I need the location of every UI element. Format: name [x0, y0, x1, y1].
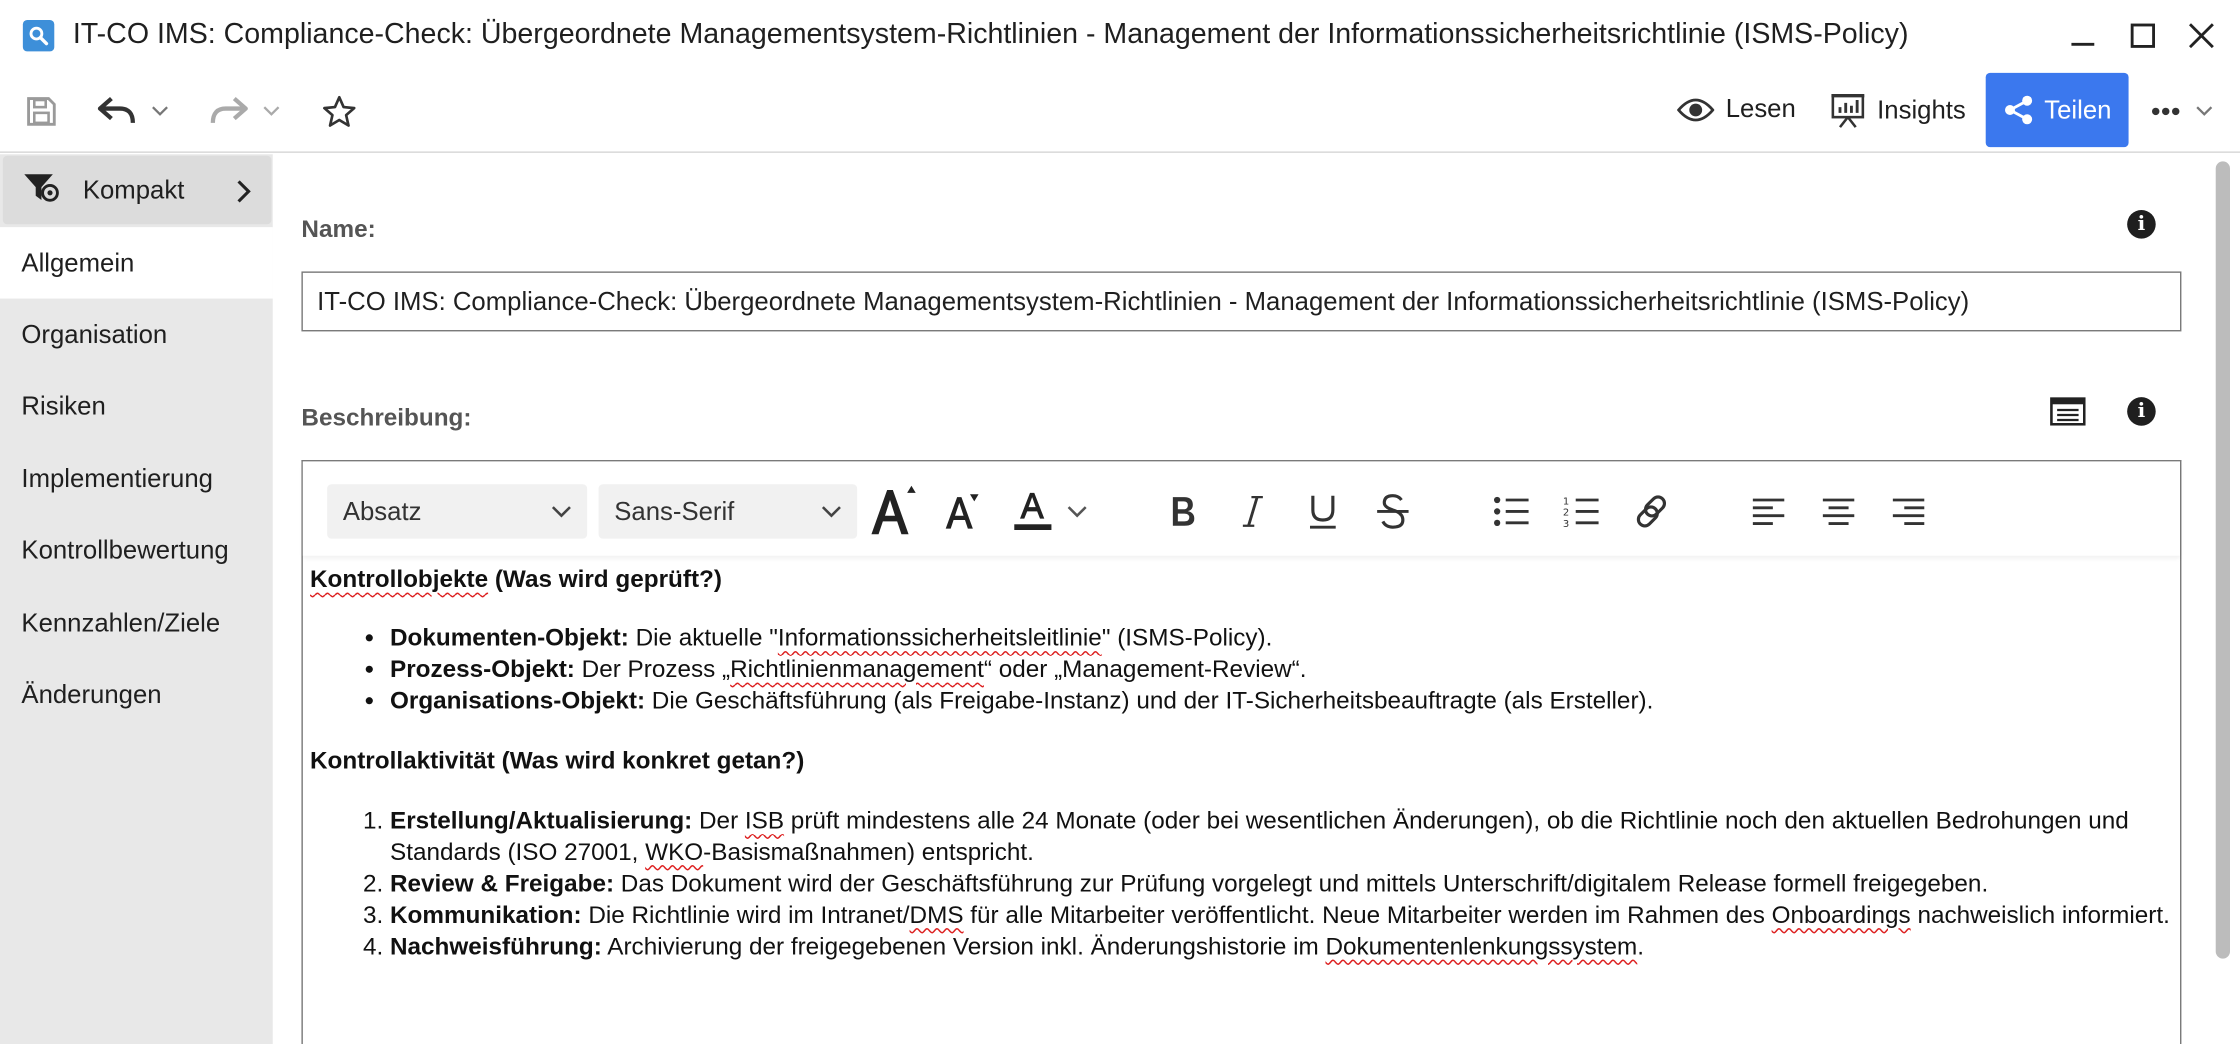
list-item: • Prozess-Objekt: Der Prozess „Richtlinienmanagement“ oder „Management-Review“.	[390, 654, 2181, 685]
save-icon[interactable]	[26, 96, 57, 127]
vertical-scrollbar[interactable]	[2216, 161, 2230, 958]
share-button[interactable]	[1986, 73, 2129, 147]
main-toolbar	[0, 71, 2240, 152]
list-item: 3. Kommunikation: Die Richtlinie wird im Intranet/DMS für alle Mitarbeiter veröffentlicht. Neue Mitarbeiter werden im Rahmen des Onboardings nachweislich informiert.	[390, 900, 2181, 931]
sidebar-item-implementierung[interactable]: Implementierung	[21, 463, 213, 493]
svg-text:1: 1	[1562, 496, 1570, 508]
align-right-icon[interactable]	[1887, 490, 1930, 533]
chevron-down-icon	[550, 500, 573, 523]
list-item: 2. Review & Freigabe: Das Dokument wird der Geschäftsführung zur Prüfung vorgelegt und mittels Unterschrift/digitalem Release formell freigegeben.	[390, 869, 2181, 900]
name-label: Name:	[301, 215, 376, 243]
numbered-list-icon[interactable]	[1560, 490, 1603, 533]
compact-label: Kompakt	[82, 174, 185, 204]
sidebar-item-aenderungen[interactable]: Änderungen	[21, 679, 162, 708]
chevron-down-icon	[820, 500, 843, 523]
underline-icon[interactable]	[1301, 490, 1344, 533]
font-size-increase-icon[interactable]	[869, 481, 918, 538]
align-center-icon[interactable]	[1817, 490, 1860, 533]
ellipsis-icon	[2151, 106, 2180, 117]
presentation-chart-icon	[1830, 91, 1866, 128]
undo-button[interactable]	[96, 91, 170, 131]
svg-text:2: 2	[1562, 507, 1570, 519]
sidebar-item-allgemein[interactable]: Allgemein	[0, 227, 273, 298]
table-view-icon[interactable]	[2050, 397, 2086, 433]
list-item: 1. Erstellung/Aktualisierung: Der ISB prüft mindestens alle 24 Monate (oder bei wesentlichen Änderungen), ob die Richtlinie noch den aktuellen Bedrohungen und Standards (ISO 27001, WKO-Basismaßnahmen) entspricht.	[390, 806, 2181, 869]
share-icon	[2003, 94, 2034, 125]
maximize-icon[interactable]	[2126, 19, 2160, 53]
bulleted-list-icon[interactable]	[1490, 490, 1533, 533]
link-icon[interactable]	[1630, 490, 1673, 533]
sidebar	[0, 154, 273, 1044]
section-heading-activities: Kontrollaktivität (Was wird konkret getan?)	[309, 747, 805, 775]
strikethrough-icon[interactable]	[1371, 490, 1414, 533]
compact-toggle[interactable]	[3, 156, 272, 225]
list-item: 4. Nachweisführung: Archivierung der freigegebenen Version inkl. Änderungshistorie im Dokumentenlenkungssystem.	[390, 931, 2181, 962]
svg-text:3: 3	[1562, 519, 1570, 529]
minimize-icon[interactable]	[2066, 19, 2100, 53]
read-button[interactable]	[1677, 94, 1796, 124]
objects-list	[390, 623, 2181, 717]
chevron-down-icon[interactable]	[1063, 490, 1092, 533]
more-options-button[interactable]	[2151, 104, 2214, 118]
window-title: IT-CO IMS: Compliance-Check: Übergeordnete Managementsystem-Richtlinien - Management der Informationssicherheitsrichtlinie (ISMS-Policy)	[72, 18, 1909, 50]
redo-button[interactable]	[207, 91, 281, 131]
editor-content[interactable]	[310, 564, 2181, 991]
share-label: Teilen	[2044, 94, 2112, 124]
title-bar	[0, 0, 2240, 71]
list-item: • Dokumenten-Objekt: Die aktuelle "Informationssicherheitsleitlinie" (ISMS-Policy).	[390, 623, 2181, 654]
section-heading-objects: Kontrollobjekte (Was wird geprüft?)	[309, 565, 722, 593]
main-panel	[273, 154, 2240, 1044]
text-color-icon[interactable]	[1010, 490, 1056, 533]
chevron-down-icon	[150, 104, 170, 118]
chevron-down-icon	[2194, 104, 2214, 118]
editor-toolbar	[303, 461, 2180, 555]
rich-text-editor[interactable]	[301, 460, 2181, 1044]
align-left-icon[interactable]	[1747, 490, 1790, 533]
activities-list	[390, 806, 2181, 963]
name-field[interactable]: IT-CO IMS: Compliance-Check: Übergeordnete Managementsystem-Richtlinien - Management der Informationssicherheitsrichtlinie (ISMS-Policy)	[301, 271, 2181, 331]
paragraph-style-value: Absatz	[342, 496, 422, 525]
read-label: Lesen	[1725, 94, 1796, 123]
filter-settings-icon	[23, 171, 60, 205]
font-size-decrease-icon[interactable]	[941, 490, 984, 533]
sidebar-item-organisation[interactable]: Organisation	[21, 319, 168, 348]
list-item: • Organisations-Objekt: Die Geschäftsführung (als Freigabe-Instanz) und der IT-Sicherheitsbeauftragte (als Ersteller).	[390, 686, 2181, 717]
info-icon[interactable]: i	[2127, 210, 2156, 239]
favorite-star-icon[interactable]	[321, 94, 357, 130]
description-label: Beschreibung:	[301, 404, 472, 432]
font-family-select[interactable]	[599, 484, 858, 538]
eye-icon	[1677, 95, 1714, 124]
paragraph-style-select[interactable]	[327, 484, 587, 538]
chevron-right-icon	[236, 179, 253, 205]
app-search-icon	[23, 20, 54, 51]
close-icon[interactable]	[2184, 19, 2218, 53]
sidebar-item-kontrollbewertung[interactable]: Kontrollbewertung	[21, 534, 229, 564]
info-icon[interactable]: i	[2127, 397, 2156, 426]
bold-icon[interactable]	[1161, 490, 1204, 533]
insights-label: Insights	[1877, 94, 1966, 124]
insights-button[interactable]	[1830, 91, 1966, 128]
font-family-value: Sans-Serif	[614, 496, 735, 525]
sidebar-item-risiken[interactable]: Risiken	[21, 390, 106, 420]
italic-icon[interactable]	[1231, 490, 1274, 533]
sidebar-item-kennzahlen[interactable]: Kennzahlen/Ziele	[21, 607, 221, 637]
chevron-down-icon	[261, 104, 281, 118]
